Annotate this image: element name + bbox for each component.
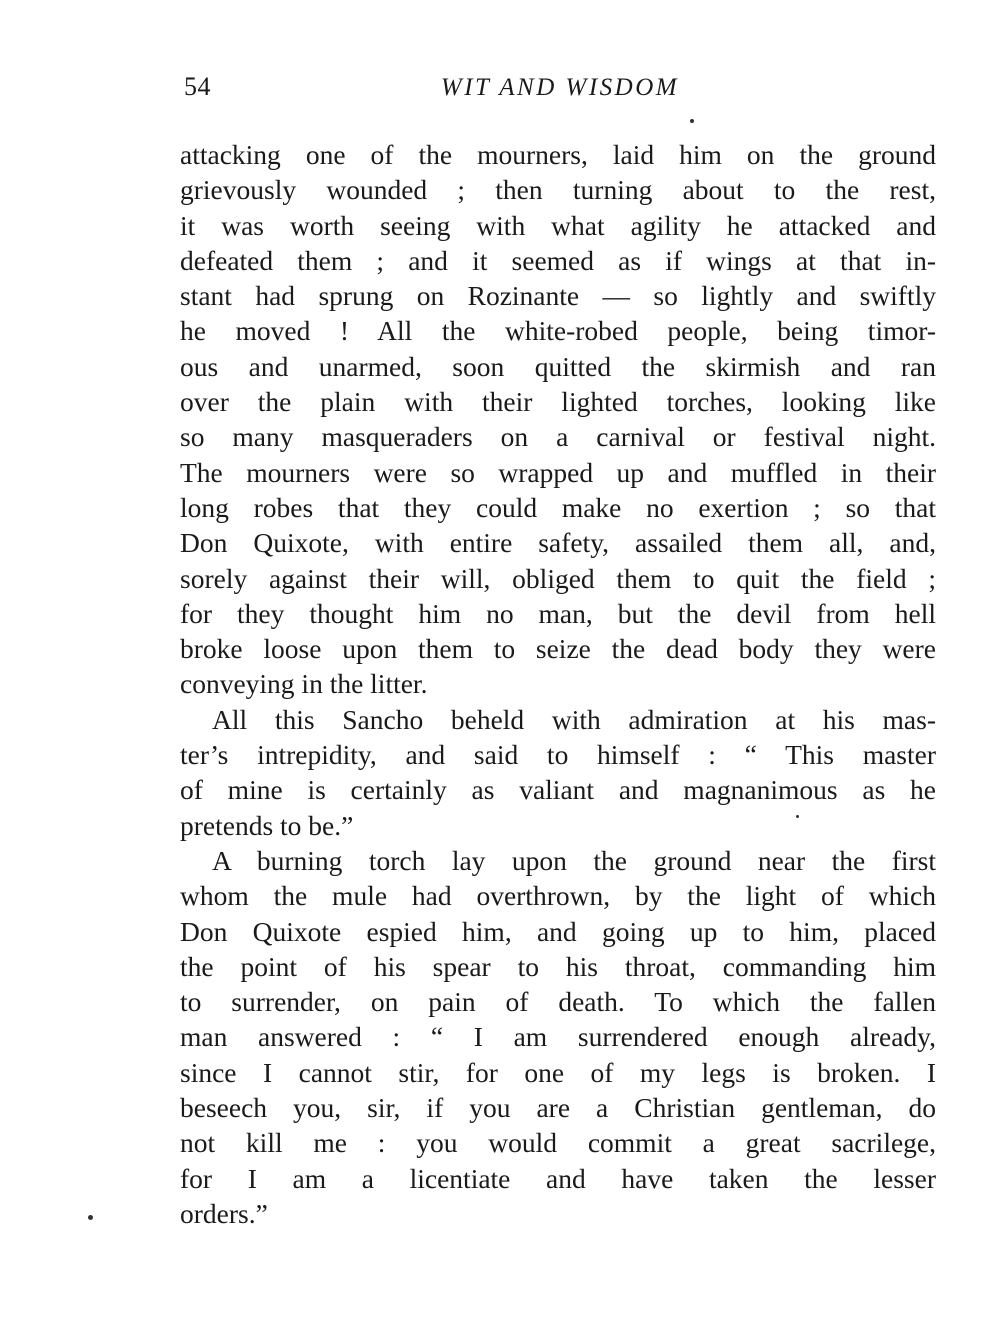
text-line: defeated them ; and it seemed as if wings at that in- <box>180 244 936 276</box>
text-line: ter’s intrepidity, and said to himself : “ This master <box>180 739 936 771</box>
print-speck <box>88 1215 93 1220</box>
text-line: not kill me : you would commit a great sacrilege, <box>180 1127 936 1159</box>
text-line: long robes that they could make no exertion ; so that <box>180 491 936 523</box>
text-line: whom the mule had overthrown, by the light of which <box>180 880 936 912</box>
text-line: man answered : “ I am surrendered enough already, <box>180 1021 936 1053</box>
page-header <box>0 72 1000 112</box>
page-number: 54 <box>184 72 211 101</box>
text-line: grievously wounded ; then turning about to the rest, <box>180 174 936 206</box>
text-line: to surrender, on pain of death. To which the fallen <box>180 986 936 1018</box>
text-line: stant had sprung on Rozinante — so lightly and swiftly <box>180 280 936 312</box>
text-line: for they thought him no man, but the devil from hell <box>180 597 936 629</box>
text-line: A burning torch lay upon the ground near the first <box>212 844 936 876</box>
body-text <box>180 137 936 1231</box>
text-line: attacking one of the mourners, laid him on the ground <box>180 139 936 170</box>
text-line: since I cannot stir, for one of my legs is broken. I <box>180 1056 936 1088</box>
text-line: orders.” <box>180 1197 268 1229</box>
text-line: Don Quixote espied him, and going up to him, placed <box>180 915 936 947</box>
text-line: pretends to be.” <box>180 809 354 841</box>
text-line: so many masqueraders on a carnival or festival night. <box>180 421 936 453</box>
text-line: broke loose upon them to seize the dead body they were <box>180 633 936 665</box>
print-speck <box>796 815 799 818</box>
text-line: the point of his spear to his throat, commanding him <box>180 950 936 982</box>
text-line: it was worth seeing with what agility he attacked and <box>180 209 936 241</box>
text-line: ous and unarmed, soon quitted the skirmish and ran <box>180 350 936 382</box>
text-line: of mine is certainly as valiant and magnanimous as he <box>180 774 936 806</box>
text-line: sorely against their will, obliged them to quit the field ; <box>180 562 936 594</box>
text-line: beseech you, sir, if you are a Christian gentleman, do <box>180 1092 936 1124</box>
text-line: he moved ! All the white-robed people, being timor- <box>180 315 936 347</box>
text-line: conveying in the litter. <box>180 668 428 700</box>
print-speck <box>690 119 694 123</box>
text-line: Don Quixote, with entire safety, assailed them all, and, <box>180 527 936 559</box>
text-line: over the plain with their lighted torches, looking like <box>180 386 936 418</box>
text-line: for I am a licentiate and have taken the lesser <box>180 1162 936 1194</box>
running-head: WIT AND WISDOM <box>440 74 680 101</box>
text-line: All this Sancho beheld with admiration at his mas- <box>212 703 936 735</box>
text-line: The mourners were so wrapped up and muffled in their <box>180 456 936 488</box>
